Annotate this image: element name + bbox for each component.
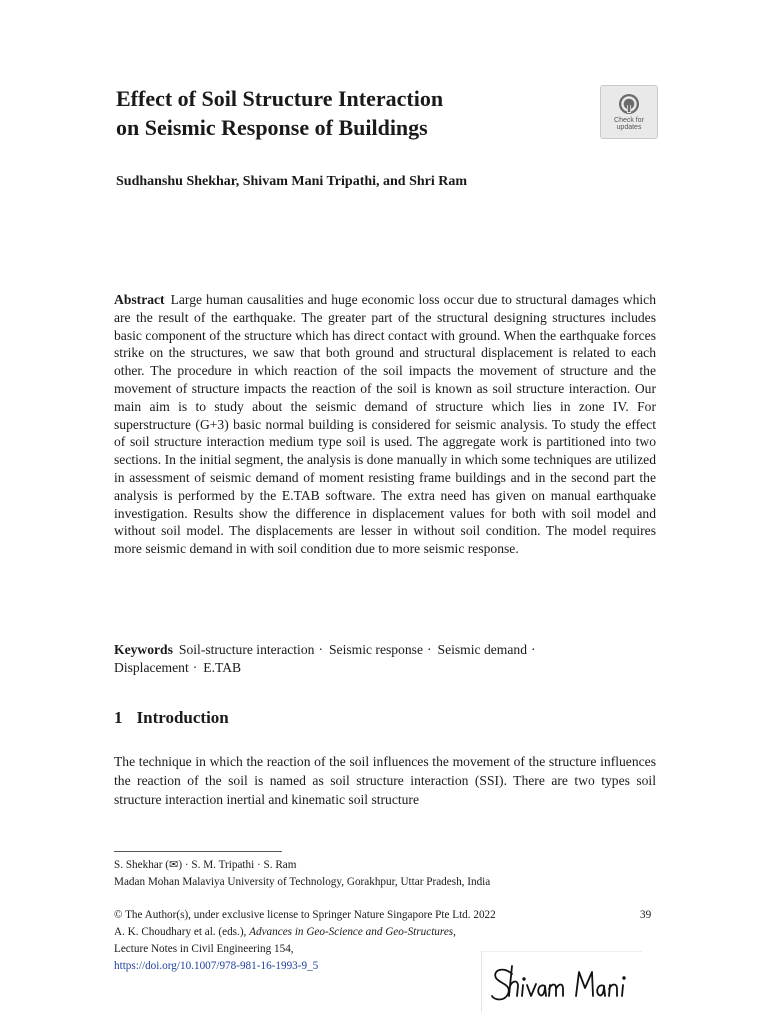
badge-label: Check for updates	[614, 117, 644, 131]
section-number: 1	[114, 708, 123, 727]
signature-drawing	[482, 952, 642, 1012]
keyword-separator: ·	[426, 642, 432, 657]
introduction-text: The technique in which the reaction of the soil influences the movement of the structure influences the reaction of the soil is named as soil structure interaction (SSI). There are two types soil structure interaction inertial and kinematic soil structure	[114, 754, 656, 807]
author-list: Sudhanshu Shekhar, Shivam Mani Tripathi, and Shri Ram	[116, 174, 468, 189]
citation-series: Lecture Notes in Civil Engineering 154,	[114, 943, 294, 955]
abstract	[114, 291, 656, 558]
paper-title-line-2: on Seismic Response of Buildings	[116, 115, 428, 140]
keywords-label: Keywords	[114, 642, 173, 657]
author-footnote	[114, 857, 656, 891]
keyword-item: Seismic demand	[437, 642, 527, 657]
check-for-updates-badge[interactable]	[600, 85, 658, 139]
citation-editors: A. K. Choudhary et al. (eds.),	[114, 926, 247, 938]
footnote-authors: S. Shekhar (✉) · S. M. Tripathi · S. Ram	[114, 859, 297, 871]
footnote-rule	[114, 851, 282, 852]
keyword-separator: ·	[318, 642, 323, 657]
citation-book-title: Advances in Geo-Science and Geo-Structures,	[249, 926, 456, 938]
footnote-affiliation: Madan Mohan Malaviya University of Technology, Gorakhpur, Uttar Pradesh, India	[114, 876, 491, 888]
section-title: Introduction	[136, 708, 229, 727]
keyword-item: Seismic response	[328, 642, 423, 657]
keyword-separator: ·	[192, 660, 198, 675]
paper-title-line-1: Effect of Soil Structure Interaction	[116, 86, 444, 111]
citation-line	[114, 924, 594, 941]
keyword-item: Soil-structure interaction	[178, 642, 315, 657]
copyright-line: © The Author(s), under exclusive license to Springer Nature Singapore Pte Ltd. 2022	[114, 909, 496, 921]
keyword-separator: ·	[531, 642, 536, 657]
handwritten-signature	[481, 951, 642, 1012]
keyword-item: E.TAB	[203, 660, 242, 675]
crossmark-icon	[618, 93, 640, 115]
keyword-item: Displacement	[114, 660, 189, 675]
abstract-text: Large human causalities and huge economic loss occur due to structural damages which are the result of the earthquake. The greater part of the structural designing structures includes basic component of the structure which has direct contact with ground. When the earthquake forces strike on the structures, we saw that both ground and structural displacement is related to each other. The procedure in which reaction of the soil impacts the movement of structure and the movement of structure impacts the reaction of the soil is known as soil structure interaction. Our main aim is to study about the seismic demand of structure which lies in zone IV. For superstructure (G+3) basic normal building is considered for seismic analysis. To study the effect of soil structure interaction medium type soil is used. The aggregate work is partitioned into two sections. In the initial segment, the analysis is done manually in which some techniques are utilized in assessment of seismic demand of moment resisting frame buildings and in the second part the analysis is performed by the E.TAB software. The extra need has given on manual earthquake investigation. Results show the difference in displacement values for both with soil model and without soil model. The displacements are lesser in without soil condition. The model requires more seismic demand in with soil condition due to more seismic response.	[114, 292, 656, 557]
abstract-label: Abstract	[114, 292, 165, 307]
section-heading	[114, 707, 229, 729]
doi-link[interactable]: https://doi.org/10.1007/978-981-16-1993-9_5	[114, 960, 319, 972]
keywords	[114, 641, 656, 677]
paper-title	[116, 84, 576, 142]
page-number: 39	[640, 909, 652, 921]
